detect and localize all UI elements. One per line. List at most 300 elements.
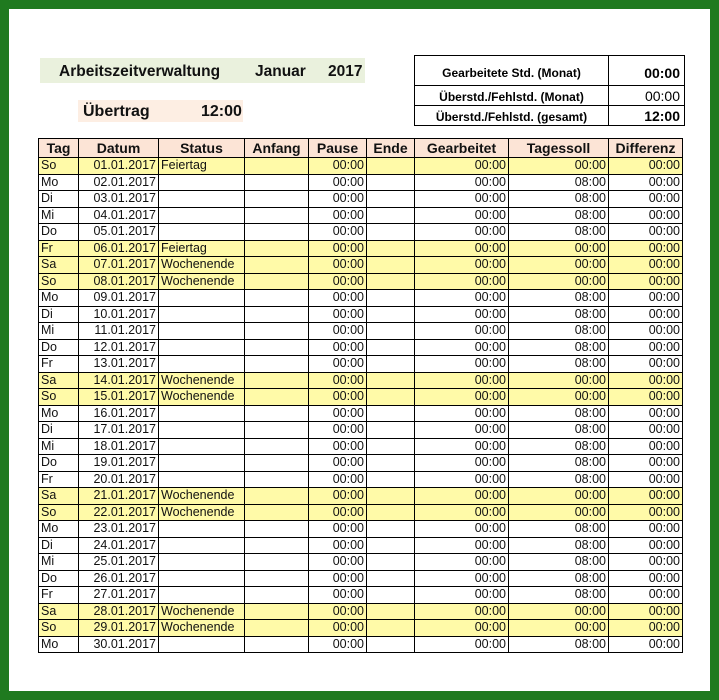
cell-gearbeitet: 00:00: [415, 554, 509, 571]
cell-pause[interactable]: 00:00: [309, 422, 367, 439]
cell-tagessoll: 08:00: [509, 537, 609, 554]
cell-status[interactable]: Wochenende: [159, 372, 245, 389]
cell-ende[interactable]: [367, 290, 415, 307]
col-tag: Tag: [39, 139, 79, 158]
cell-anfang[interactable]: [245, 554, 309, 571]
cell-tagessoll: 08:00: [509, 554, 609, 571]
cell-datum[interactable]: 06.01.2017: [79, 240, 159, 257]
cell-tag: So: [39, 504, 79, 521]
cell-anfang[interactable]: [245, 339, 309, 356]
cell-pause[interactable]: 00:00: [309, 273, 367, 290]
cell-differenz: 00:00: [609, 636, 683, 653]
cell-tagessoll: 08:00: [509, 422, 609, 439]
table-row: [39, 471, 683, 488]
cell-status[interactable]: [159, 207, 245, 224]
cell-datum[interactable]: 13.01.2017: [79, 356, 159, 373]
cell-anfang[interactable]: [245, 257, 309, 274]
year-label[interactable]: 2017: [328, 63, 363, 80]
cell-pause[interactable]: 00:00: [309, 537, 367, 554]
cell-differenz: 00:00: [609, 339, 683, 356]
cell-anfang[interactable]: [245, 240, 309, 257]
cell-ende[interactable]: [367, 620, 415, 637]
cell-pause[interactable]: 00:00: [309, 504, 367, 521]
cell-gearbeitet: 00:00: [415, 372, 509, 389]
cell-datum[interactable]: 18.01.2017: [79, 438, 159, 455]
cell-tag: Di: [39, 191, 79, 208]
cell-anfang[interactable]: [245, 521, 309, 538]
cell-pause[interactable]: 00:00: [309, 405, 367, 422]
cell-ende[interactable]: [367, 240, 415, 257]
cell-anfang[interactable]: [245, 537, 309, 554]
cell-ende[interactable]: [367, 356, 415, 373]
cell-anfang[interactable]: [245, 455, 309, 472]
cell-datum[interactable]: 22.01.2017: [79, 504, 159, 521]
cell-status[interactable]: [159, 438, 245, 455]
cell-anfang[interactable]: [245, 389, 309, 406]
table-row: [39, 488, 683, 505]
cell-status[interactable]: [159, 587, 245, 604]
cell-ende[interactable]: [367, 422, 415, 439]
cell-tagessoll: 08:00: [509, 405, 609, 422]
cell-status[interactable]: [159, 323, 245, 340]
cell-differenz: 00:00: [609, 570, 683, 587]
cell-ende[interactable]: [367, 537, 415, 554]
cell-differenz: 00:00: [609, 471, 683, 488]
cell-datum[interactable]: 03.01.2017: [79, 191, 159, 208]
cell-gearbeitet: 00:00: [415, 323, 509, 340]
cell-ende[interactable]: [367, 372, 415, 389]
cell-anfang[interactable]: [245, 636, 309, 653]
cell-datum[interactable]: 02.01.2017: [79, 174, 159, 191]
cell-ende[interactable]: [367, 587, 415, 604]
cell-datum[interactable]: 25.01.2017: [79, 554, 159, 571]
table-row: [39, 372, 683, 389]
cell-differenz: 00:00: [609, 603, 683, 620]
cell-tag: Mo: [39, 405, 79, 422]
cell-gearbeitet: 00:00: [415, 174, 509, 191]
cell-gearbeitet: 00:00: [415, 240, 509, 257]
cell-anfang[interactable]: [245, 438, 309, 455]
cell-tagessoll: 08:00: [509, 356, 609, 373]
cell-tag: Di: [39, 537, 79, 554]
cell-ende[interactable]: [367, 405, 415, 422]
table-row: [39, 389, 683, 406]
cell-status[interactable]: [159, 191, 245, 208]
cell-differenz: 00:00: [609, 240, 683, 257]
summary-label: Überstd./Fehlstd. (Monat): [415, 86, 609, 106]
cell-tag: So: [39, 273, 79, 290]
cell-anfang[interactable]: [245, 356, 309, 373]
cell-status[interactable]: [159, 290, 245, 307]
cell-pause[interactable]: 00:00: [309, 372, 367, 389]
table-row: [39, 422, 683, 439]
cell-datum[interactable]: 05.01.2017: [79, 224, 159, 241]
cell-tag: Fr: [39, 587, 79, 604]
col-pause: Pause: [309, 139, 367, 158]
cell-pause[interactable]: 00:00: [309, 240, 367, 257]
cell-anfang[interactable]: [245, 570, 309, 587]
table-row: [39, 290, 683, 307]
cell-tag: Sa: [39, 603, 79, 620]
cell-tagessoll: 08:00: [509, 521, 609, 538]
cell-status[interactable]: Wochenende: [159, 620, 245, 637]
cell-status[interactable]: Wochenende: [159, 257, 245, 274]
cell-ende[interactable]: [367, 257, 415, 274]
cell-tagessoll: 00:00: [509, 257, 609, 274]
cell-datum[interactable]: 09.01.2017: [79, 290, 159, 307]
cell-status[interactable]: [159, 554, 245, 571]
cell-status[interactable]: Feiertag: [159, 240, 245, 257]
cell-status[interactable]: Wochenende: [159, 603, 245, 620]
cell-status[interactable]: Wochenende: [159, 389, 245, 406]
cell-tagessoll: 00:00: [509, 389, 609, 406]
cell-tagessoll: 08:00: [509, 224, 609, 241]
cell-ende[interactable]: [367, 207, 415, 224]
cell-gearbeitet: 00:00: [415, 620, 509, 637]
cell-anfang[interactable]: [245, 504, 309, 521]
cell-pause[interactable]: 00:00: [309, 257, 367, 274]
table-row: [39, 339, 683, 356]
cell-gearbeitet: 00:00: [415, 273, 509, 290]
cell-tagessoll: 00:00: [509, 603, 609, 620]
cell-gearbeitet: 00:00: [415, 504, 509, 521]
cell-gearbeitet: 00:00: [415, 389, 509, 406]
cell-datum[interactable]: 11.01.2017: [79, 323, 159, 340]
cell-differenz: 00:00: [609, 620, 683, 637]
cell-datum[interactable]: 08.01.2017: [79, 273, 159, 290]
cell-datum[interactable]: 29.01.2017: [79, 620, 159, 637]
cell-datum[interactable]: 07.01.2017: [79, 257, 159, 274]
cell-differenz: 00:00: [609, 290, 683, 307]
cell-datum[interactable]: 10.01.2017: [79, 306, 159, 323]
cell-gearbeitet: 00:00: [415, 191, 509, 208]
cell-anfang[interactable]: [245, 273, 309, 290]
col-ende: Ende: [367, 139, 415, 158]
col-status: Status: [159, 139, 245, 158]
cell-tag: Mi: [39, 207, 79, 224]
cell-tagessoll: 08:00: [509, 306, 609, 323]
cell-anfang[interactable]: [245, 488, 309, 505]
cell-tagessoll: 00:00: [509, 488, 609, 505]
table-row: [39, 537, 683, 554]
cell-anfang[interactable]: [245, 422, 309, 439]
cell-datum[interactable]: 01.01.2017: [79, 158, 159, 175]
table-row: [39, 323, 683, 340]
cell-pause[interactable]: 00:00: [309, 290, 367, 307]
col-gearbeitet: Gearbeitet: [415, 139, 509, 158]
cell-pause[interactable]: 00:00: [309, 174, 367, 191]
cell-anfang[interactable]: [245, 620, 309, 637]
cell-gearbeitet: 00:00: [415, 356, 509, 373]
cell-pause[interactable]: 00:00: [309, 636, 367, 653]
cell-pause[interactable]: 00:00: [309, 224, 367, 241]
cell-datum[interactable]: 04.01.2017: [79, 207, 159, 224]
cell-tag: Sa: [39, 372, 79, 389]
cell-datum[interactable]: 15.01.2017: [79, 389, 159, 406]
cell-datum[interactable]: 23.01.2017: [79, 521, 159, 538]
summary-value: 12:00: [609, 106, 685, 126]
cell-status[interactable]: [159, 636, 245, 653]
cell-differenz: 00:00: [609, 405, 683, 422]
cell-gearbeitet: 00:00: [415, 158, 509, 175]
cell-status[interactable]: [159, 521, 245, 538]
cell-ende[interactable]: [367, 570, 415, 587]
cell-differenz: 00:00: [609, 224, 683, 241]
cell-status[interactable]: [159, 224, 245, 241]
cell-anfang[interactable]: [245, 603, 309, 620]
cell-tagessoll: 08:00: [509, 455, 609, 472]
cell-differenz: 00:00: [609, 537, 683, 554]
cell-tag: Fr: [39, 471, 79, 488]
cell-ende[interactable]: [367, 273, 415, 290]
cell-differenz: 00:00: [609, 356, 683, 373]
table-row: [39, 455, 683, 472]
cell-ende[interactable]: [367, 158, 415, 175]
cell-anfang[interactable]: [245, 174, 309, 191]
cell-datum[interactable]: 12.01.2017: [79, 339, 159, 356]
cell-status[interactable]: Wochenende: [159, 488, 245, 505]
cell-pause[interactable]: 00:00: [309, 438, 367, 455]
col-tagessoll: Tagessoll: [509, 139, 609, 158]
cell-pause[interactable]: 00:00: [309, 207, 367, 224]
cell-tag: So: [39, 158, 79, 175]
cell-tagessoll: 08:00: [509, 587, 609, 604]
summary-value: 00:00: [609, 86, 685, 106]
month-label[interactable]: Januar: [255, 63, 306, 80]
summary-row: [415, 56, 685, 86]
table-row: [39, 603, 683, 620]
cell-pause[interactable]: 00:00: [309, 339, 367, 356]
cell-anfang[interactable]: [245, 405, 309, 422]
cell-anfang[interactable]: [245, 191, 309, 208]
cell-pause[interactable]: 00:00: [309, 570, 367, 587]
cell-tag: Mi: [39, 438, 79, 455]
cell-anfang[interactable]: [245, 207, 309, 224]
cell-gearbeitet: 00:00: [415, 570, 509, 587]
cell-ende[interactable]: [367, 323, 415, 340]
cell-tagessoll: 08:00: [509, 570, 609, 587]
cell-tag: Mo: [39, 636, 79, 653]
cell-pause[interactable]: 00:00: [309, 488, 367, 505]
cell-datum[interactable]: 17.01.2017: [79, 422, 159, 439]
carryover-box: [78, 100, 243, 122]
summary-value: 00:00: [609, 56, 685, 86]
cell-tagessoll: 00:00: [509, 620, 609, 637]
cell-tagessoll: 00:00: [509, 372, 609, 389]
cell-datum[interactable]: 19.01.2017: [79, 455, 159, 472]
cell-status[interactable]: Wochenende: [159, 273, 245, 290]
cell-pause[interactable]: 00:00: [309, 191, 367, 208]
cell-status[interactable]: [159, 405, 245, 422]
cell-gearbeitet: 00:00: [415, 422, 509, 439]
cell-pause[interactable]: 00:00: [309, 455, 367, 472]
cell-gearbeitet: 00:00: [415, 405, 509, 422]
cell-ende[interactable]: [367, 504, 415, 521]
col-datum: Datum: [79, 139, 159, 158]
cell-status[interactable]: [159, 570, 245, 587]
cell-differenz: 00:00: [609, 158, 683, 175]
cell-datum[interactable]: 26.01.2017: [79, 570, 159, 587]
cell-gearbeitet: 00:00: [415, 587, 509, 604]
cell-ende[interactable]: [367, 339, 415, 356]
cell-ende[interactable]: [367, 554, 415, 571]
timesheet-body: [39, 158, 683, 653]
cell-anfang[interactable]: [245, 290, 309, 307]
cell-tag: Do: [39, 339, 79, 356]
cell-ende[interactable]: [367, 488, 415, 505]
cell-status[interactable]: [159, 339, 245, 356]
cell-gearbeitet: 00:00: [415, 488, 509, 505]
cell-differenz: 00:00: [609, 273, 683, 290]
header-row: [39, 139, 683, 158]
carryover-value[interactable]: 12:00: [201, 103, 242, 120]
cell-tagessoll: 08:00: [509, 207, 609, 224]
cell-differenz: 00:00: [609, 306, 683, 323]
table-row: [39, 257, 683, 274]
cell-pause[interactable]: 00:00: [309, 356, 367, 373]
timesheet-table: [38, 138, 683, 653]
cell-pause[interactable]: 00:00: [309, 554, 367, 571]
cell-status[interactable]: [159, 471, 245, 488]
summary-label: Gearbeitete Std. (Monat): [415, 56, 609, 86]
cell-status[interactable]: [159, 537, 245, 554]
cell-differenz: 00:00: [609, 191, 683, 208]
cell-gearbeitet: 00:00: [415, 636, 509, 653]
cell-tag: Sa: [39, 488, 79, 505]
cell-gearbeitet: 00:00: [415, 471, 509, 488]
cell-pause[interactable]: 00:00: [309, 603, 367, 620]
table-row: [39, 174, 683, 191]
cell-anfang[interactable]: [245, 471, 309, 488]
table-row: [39, 554, 683, 571]
cell-datum[interactable]: 24.01.2017: [79, 537, 159, 554]
title-bar: [40, 58, 365, 83]
carryover-label: Übertrag: [83, 103, 150, 120]
table-row: [39, 620, 683, 637]
cell-status[interactable]: [159, 356, 245, 373]
cell-datum[interactable]: 28.01.2017: [79, 603, 159, 620]
cell-differenz: 00:00: [609, 438, 683, 455]
cell-differenz: 00:00: [609, 372, 683, 389]
table-row: [39, 636, 683, 653]
summary-row: [415, 86, 685, 106]
cell-ende[interactable]: [367, 174, 415, 191]
cell-gearbeitet: 00:00: [415, 257, 509, 274]
table-row: [39, 158, 683, 175]
cell-gearbeitet: 00:00: [415, 290, 509, 307]
cell-anfang[interactable]: [245, 306, 309, 323]
cell-tag: Mo: [39, 290, 79, 307]
table-row: [39, 356, 683, 373]
table-row: [39, 521, 683, 538]
cell-ende[interactable]: [367, 603, 415, 620]
cell-anfang[interactable]: [245, 224, 309, 241]
cell-ende[interactable]: [367, 636, 415, 653]
cell-tag: Fr: [39, 240, 79, 257]
cell-ende[interactable]: [367, 389, 415, 406]
cell-differenz: 00:00: [609, 587, 683, 604]
cell-tag: Do: [39, 570, 79, 587]
cell-tag: Di: [39, 306, 79, 323]
cell-pause[interactable]: 00:00: [309, 620, 367, 637]
cell-anfang[interactable]: [245, 158, 309, 175]
cell-gearbeitet: 00:00: [415, 339, 509, 356]
cell-tagessoll: 00:00: [509, 240, 609, 257]
cell-tagessoll: 08:00: [509, 323, 609, 340]
cell-pause[interactable]: 00:00: [309, 471, 367, 488]
cell-tag: Mi: [39, 323, 79, 340]
table-row: [39, 570, 683, 587]
cell-tag: Do: [39, 224, 79, 241]
cell-tag: Mo: [39, 521, 79, 538]
cell-ende[interactable]: [367, 191, 415, 208]
cell-pause[interactable]: 00:00: [309, 389, 367, 406]
cell-ende[interactable]: [367, 306, 415, 323]
cell-status[interactable]: [159, 455, 245, 472]
cell-differenz: 00:00: [609, 521, 683, 538]
table-row: [39, 587, 683, 604]
summary-table: [414, 55, 685, 126]
cell-pause[interactable]: 00:00: [309, 306, 367, 323]
table-row: [39, 191, 683, 208]
cell-tag: So: [39, 389, 79, 406]
cell-status[interactable]: [159, 306, 245, 323]
cell-anfang[interactable]: [245, 372, 309, 389]
cell-pause[interactable]: 00:00: [309, 521, 367, 538]
cell-tag: Mi: [39, 554, 79, 571]
table-row: [39, 306, 683, 323]
cell-differenz: 00:00: [609, 554, 683, 571]
cell-status[interactable]: Feiertag: [159, 158, 245, 175]
cell-datum[interactable]: 14.01.2017: [79, 372, 159, 389]
cell-tag: Fr: [39, 356, 79, 373]
cell-tagessoll: 08:00: [509, 339, 609, 356]
cell-datum[interactable]: 21.01.2017: [79, 488, 159, 505]
cell-tagessoll: 08:00: [509, 471, 609, 488]
cell-anfang[interactable]: [245, 323, 309, 340]
col-differenz: Differenz: [609, 139, 683, 158]
cell-status[interactable]: [159, 422, 245, 439]
cell-status[interactable]: [159, 174, 245, 191]
cell-pause[interactable]: 00:00: [309, 587, 367, 604]
cell-tag: Sa: [39, 257, 79, 274]
cell-ende[interactable]: [367, 438, 415, 455]
cell-ende[interactable]: [367, 224, 415, 241]
cell-pause[interactable]: 00:00: [309, 323, 367, 340]
cell-gearbeitet: 00:00: [415, 224, 509, 241]
cell-datum[interactable]: 16.01.2017: [79, 405, 159, 422]
cell-ende[interactable]: [367, 455, 415, 472]
cell-differenz: 00:00: [609, 323, 683, 340]
cell-pause[interactable]: 00:00: [309, 158, 367, 175]
cell-gearbeitet: 00:00: [415, 521, 509, 538]
cell-tag: Do: [39, 455, 79, 472]
cell-ende[interactable]: [367, 471, 415, 488]
cell-tagessoll: 08:00: [509, 438, 609, 455]
table-row: [39, 207, 683, 224]
cell-datum[interactable]: 20.01.2017: [79, 471, 159, 488]
cell-tag: So: [39, 620, 79, 637]
cell-tag: Di: [39, 422, 79, 439]
cell-differenz: 00:00: [609, 455, 683, 472]
cell-ende[interactable]: [367, 521, 415, 538]
cell-datum[interactable]: 27.01.2017: [79, 587, 159, 604]
cell-gearbeitet: 00:00: [415, 603, 509, 620]
cell-differenz: 00:00: [609, 504, 683, 521]
cell-datum[interactable]: 30.01.2017: [79, 636, 159, 653]
cell-status[interactable]: Wochenende: [159, 504, 245, 521]
cell-anfang[interactable]: [245, 587, 309, 604]
